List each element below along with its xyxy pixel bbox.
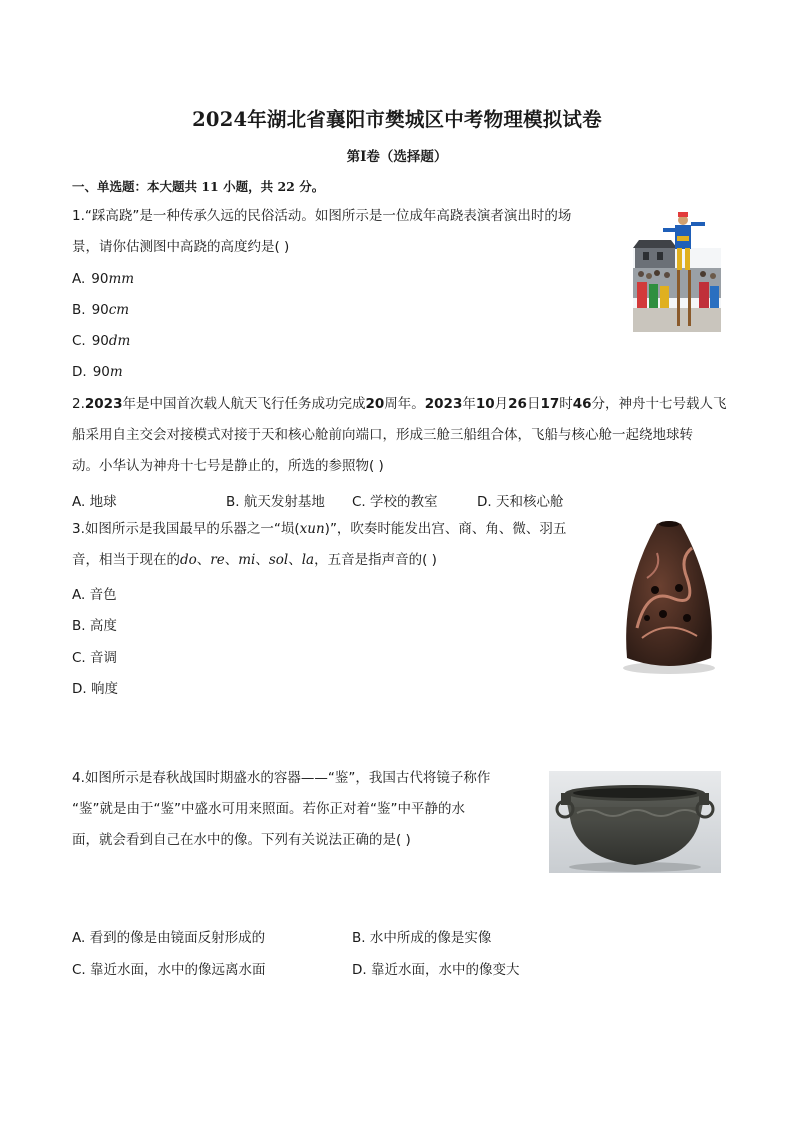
- q2-text-a: 年是中国首次载人航天飞行任务成功完成: [122, 396, 366, 412]
- q3-text-a: 3.如图所示是我国最早的乐器之一“埙(: [72, 521, 300, 537]
- q4-line-3: 面，就会看到自己在水中的像。下列有关说法正确的是( ): [72, 832, 411, 848]
- option-key: B.: [72, 302, 86, 318]
- q3-line-2: [72, 552, 437, 568]
- q3-text-c: 音，相当于现在的: [72, 552, 180, 568]
- q2-option-b[interactable]: B. 航天发射基地: [226, 494, 325, 510]
- option-number: 90: [91, 271, 109, 287]
- q2-line-3: 动。小华认为神舟十七号是静止的，所选的参照物( ): [72, 458, 384, 474]
- q2-text-c: 年: [462, 396, 476, 412]
- q1-option-d[interactable]: [72, 364, 123, 380]
- q2-anniv: 20: [365, 396, 385, 412]
- q4-option-d[interactable]: D. 靠近水面，水中的像变大: [352, 962, 520, 978]
- q4-option-b[interactable]: B. 水中所成的像是实像: [352, 930, 492, 946]
- q1-option-c[interactable]: [72, 333, 130, 349]
- q1-option-b[interactable]: [72, 302, 129, 318]
- q1-line-2: 景，请你估测图中高跷的高度约是( ): [72, 239, 290, 255]
- q4-line-1: 4.如图所示是春秋战国时期盛水的容器——“鉴”，我国古代将镜子称作: [72, 770, 491, 786]
- note-re: re: [210, 552, 225, 568]
- option-unit: mm: [108, 271, 135, 287]
- q2-option-d[interactable]: D. 天和核心舱: [477, 494, 564, 510]
- q2-line-1: [72, 396, 727, 412]
- q3-option-d[interactable]: D. 响度: [72, 681, 118, 697]
- separator: 、: [224, 552, 239, 568]
- q2-text-f: 时: [559, 396, 573, 412]
- stilt-performer-image: [633, 208, 721, 332]
- section-heading: 一、单选题：本大题共 11 小题，共 22 分。: [72, 179, 325, 194]
- q3-line-1: [72, 521, 566, 537]
- option-unit: dm: [108, 333, 131, 349]
- q2-year-a: 2023: [84, 396, 123, 412]
- bronze-jian-image: [549, 771, 721, 873]
- q4-option-c[interactable]: C. 靠近水面，水中的像远离水面: [72, 962, 266, 978]
- q4-option-a[interactable]: A. 看到的像是由镜面反射形成的: [72, 930, 266, 946]
- separator: 、: [255, 552, 269, 568]
- q3-option-b[interactable]: B. 高度: [72, 618, 117, 634]
- option-unit: m: [109, 364, 123, 380]
- option-key: D.: [72, 364, 87, 380]
- option-number: 90: [92, 364, 110, 380]
- q1-option-a[interactable]: [72, 271, 134, 287]
- option-number: 90: [91, 333, 109, 349]
- q2-minute: 46: [572, 396, 592, 412]
- exam-title: 2024年湖北省襄阳市樊城区中考物理模拟试卷: [192, 108, 602, 131]
- q2-text-e: 日: [526, 396, 541, 412]
- q2-year-b: 2023: [424, 396, 463, 412]
- q3-xun: xun: [299, 521, 325, 537]
- separator: 、: [196, 552, 211, 568]
- separator: 、: [288, 552, 302, 568]
- option-key: C.: [72, 333, 86, 349]
- q2-line-2: 船采用自主交会对接模式对接于天和核心舱前向端口，形成三舱三船组合体，飞船与核心舱一起绕地球转: [72, 427, 693, 443]
- note-sol: sol: [268, 552, 289, 568]
- q4-line-2: “鉴”就是由于“鉴”中盛水可用来照面。若你正对着“鉴”中平静的水: [72, 801, 465, 817]
- q2-text-b: 周年。: [384, 396, 425, 412]
- q3-option-c[interactable]: C. 音调: [72, 650, 118, 666]
- q2-number: 2.: [72, 396, 85, 412]
- note-la: la: [301, 552, 315, 568]
- q2-day: 26: [508, 396, 527, 412]
- q3-option-a[interactable]: A. 音色: [72, 587, 117, 603]
- option-unit: cm: [108, 302, 130, 318]
- q2-text-g: 分，神舟十七号载人飞: [591, 396, 727, 412]
- q2-text-d: 月: [494, 396, 509, 412]
- q2-option-c[interactable]: C. 学校的教室: [352, 494, 438, 510]
- q3-text-d: ，五音是指声音的( ): [314, 552, 437, 568]
- option-number: 90: [91, 302, 109, 318]
- q1-line-1: 1.“踩高跷”是一种传承久远的民俗活动。如图所示是一位成年高跷表演者演出时的场: [72, 208, 572, 224]
- q3-text-b: )”，吹奏时能发出宫、商、角、微、羽五: [324, 521, 567, 537]
- option-key: A.: [72, 271, 86, 287]
- note-do: do: [180, 552, 197, 568]
- xun-instrument-image: [617, 518, 721, 676]
- note-mi: mi: [238, 552, 256, 568]
- q2-option-a[interactable]: A. 地球: [72, 494, 117, 510]
- q2-month: 10: [475, 396, 495, 412]
- q2-hour: 17: [540, 396, 560, 412]
- exam-subtitle: 第I卷（选择题）: [346, 149, 448, 165]
